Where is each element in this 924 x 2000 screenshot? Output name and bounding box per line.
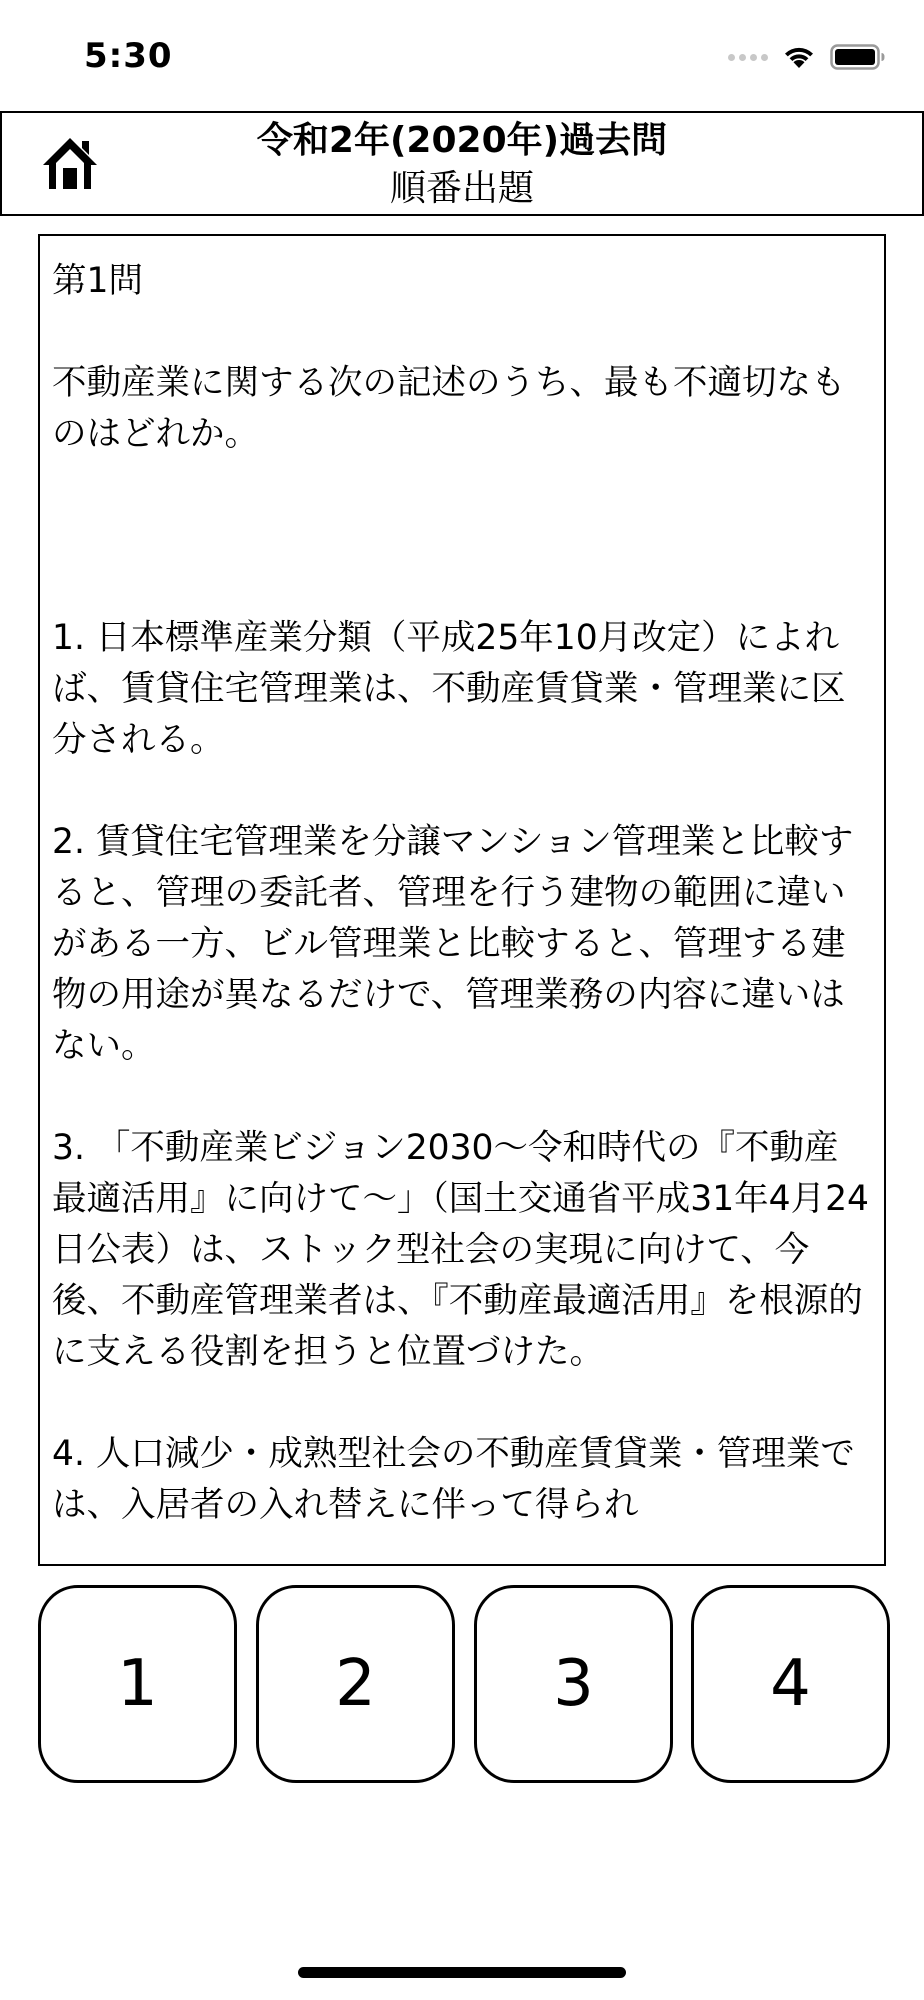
wifi-icon [782,44,816,70]
answer-button-1[interactable]: 1 [38,1585,237,1783]
question-scroll-view[interactable] [38,234,886,1566]
answer-buttons [38,1585,886,1781]
status-bar [0,0,924,110]
header-bar [0,111,924,216]
status-icons [728,42,886,72]
question-text: 第1問 不動産業に関する次の記述のうち、最も不適切なものはどれか。 1. 日本標準産業分類（平成25年10月改定）によれば、賃貸住宅管理業は、不動産賃貸業・管理業に区分される。 2. 賃貸住宅管理業を分譲マンション管理業と比較すると、管理の委託者、管理を行う建物の範囲に違いがある一方、ビル管理業と比較すると、管理する建物の用途が異なるだけで、管理業務の内容に違いはない。 3. 「不動産業ビジョン2030〜令和時代の『不動産最適活用』に向けて〜」（国土交通省平成31年4月24日公表）は、ストック型社会の実現に向けて、今後、不動産管理業者は、『不動産最適活用』を根源的に支える役割を担うと位置づけた。 4. 人口減少・成熟型社会の不動産賃貸業・管理業では、入居者の入れ替えに伴って得られ [52,261,869,1525]
home-indicator[interactable] [298,1967,626,1978]
status-time: 5:30 [84,36,173,76]
answer-button-4[interactable]: 4 [691,1585,890,1783]
answer-button-2[interactable]: 2 [256,1585,455,1783]
answer-button-3[interactable]: 3 [474,1585,673,1783]
page-subtitle: 順番出題 [389,168,534,209]
battery-icon [830,44,886,70]
signal-icon [728,54,768,61]
page-title: 令和2年(2020年)過去問 [256,120,668,161]
